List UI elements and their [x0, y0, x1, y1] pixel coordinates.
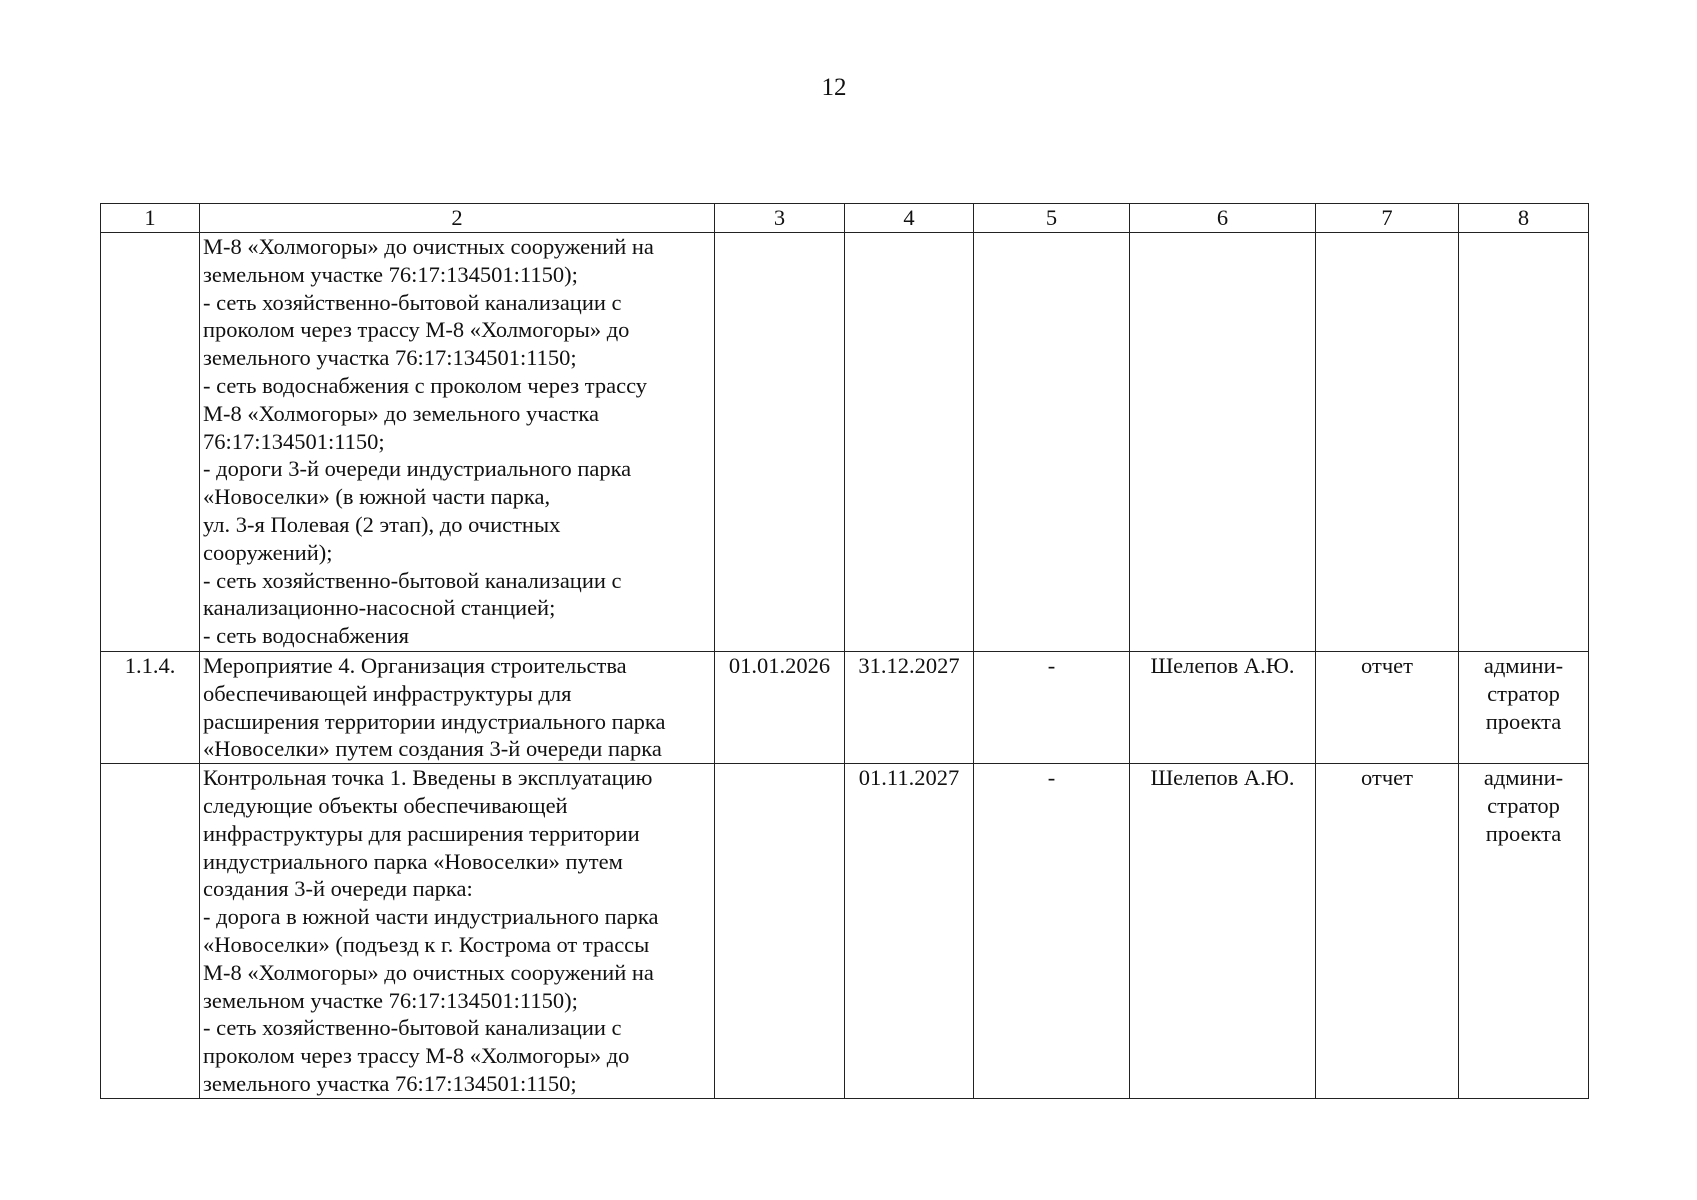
row-number: 1.1.4.: [101, 652, 200, 764]
row-description: Контрольная точка 1. Введены в эксплуатацию следующие объекты обеспечивающей инфраструктуры для расширения территории индустриального парка «Новоселки» путем создания 3-й очереди парка: - дорога в южной части индустриального парка «Новоселки» (подъезд к г. Кострома от трассы М-8 «Холмогоры» до очистных сооружений на земельном участке 76:17:134501:1150); - сеть хозяйственно-бытовой канализации с проколом через трассу М-8 «Холмогоры» до земельного участка 76:17:134501:1150;: [200, 764, 715, 1099]
row-role: [1459, 233, 1589, 652]
row-col5: [974, 233, 1130, 652]
row-end-date: 31.12.2027: [845, 652, 974, 764]
row-number: [101, 764, 200, 1099]
header-cell: 2: [200, 204, 715, 233]
row-responsible: [1130, 233, 1316, 652]
header-cell: 3: [715, 204, 845, 233]
header-row: [101, 204, 1589, 233]
row-responsible: Шелепов А.Ю.: [1130, 652, 1316, 764]
header-cell: 8: [1459, 204, 1589, 233]
plan-table: [100, 203, 1589, 1099]
table-row: [101, 652, 1589, 764]
row-description: М-8 «Холмогоры» до очистных сооружений на земельном участке 76:17:134501:1150); - сеть хозяйственно-бытовой канализации с проколом через трассу М-8 «Холмогоры» до земельного участка 76:17:134501:1150; - сеть водоснабжения с проколом через трассу М-8 «Холмогоры» до земельного участка 76:17:134501:1150; - дороги 3-й очереди индустриального парка «Новоселки» (в южной части парка, ул. 3-я Полевая (2 этап), до очистных сооружений); - сеть хозяйственно-бытовой канализации с канализационно-насосной станцией; - сеть водоснабжения: [200, 233, 715, 652]
header-cell: 1: [101, 204, 200, 233]
row-role: админи- стратор проекта: [1459, 652, 1589, 764]
table-row: [101, 233, 1589, 652]
row-document: отчет: [1316, 652, 1459, 764]
row-document: [1316, 233, 1459, 652]
row-role: админи- стратор проекта: [1459, 764, 1589, 1099]
page-number: 12: [821, 74, 847, 101]
row-col5: -: [974, 652, 1130, 764]
table-row: [101, 764, 1589, 1099]
row-col5: -: [974, 764, 1130, 1099]
row-end-date: 01.11.2027: [845, 764, 974, 1099]
row-document: отчет: [1316, 764, 1459, 1099]
row-start-date: [715, 764, 845, 1099]
header-cell: 4: [845, 204, 974, 233]
header-cell: 7: [1316, 204, 1459, 233]
row-description: Мероприятие 4. Организация строительства обеспечивающей инфраструктуры для расширения территории индустриального парка «Новоселки» путем создания 3-й очереди парка: [200, 652, 715, 764]
header-cell: 6: [1130, 204, 1316, 233]
row-responsible: Шелепов А.Ю.: [1130, 764, 1316, 1099]
row-start-date: [715, 233, 845, 652]
header-cell: 5: [974, 204, 1130, 233]
row-end-date: [845, 233, 974, 652]
row-start-date: 01.01.2026: [715, 652, 845, 764]
row-number: [101, 233, 200, 652]
